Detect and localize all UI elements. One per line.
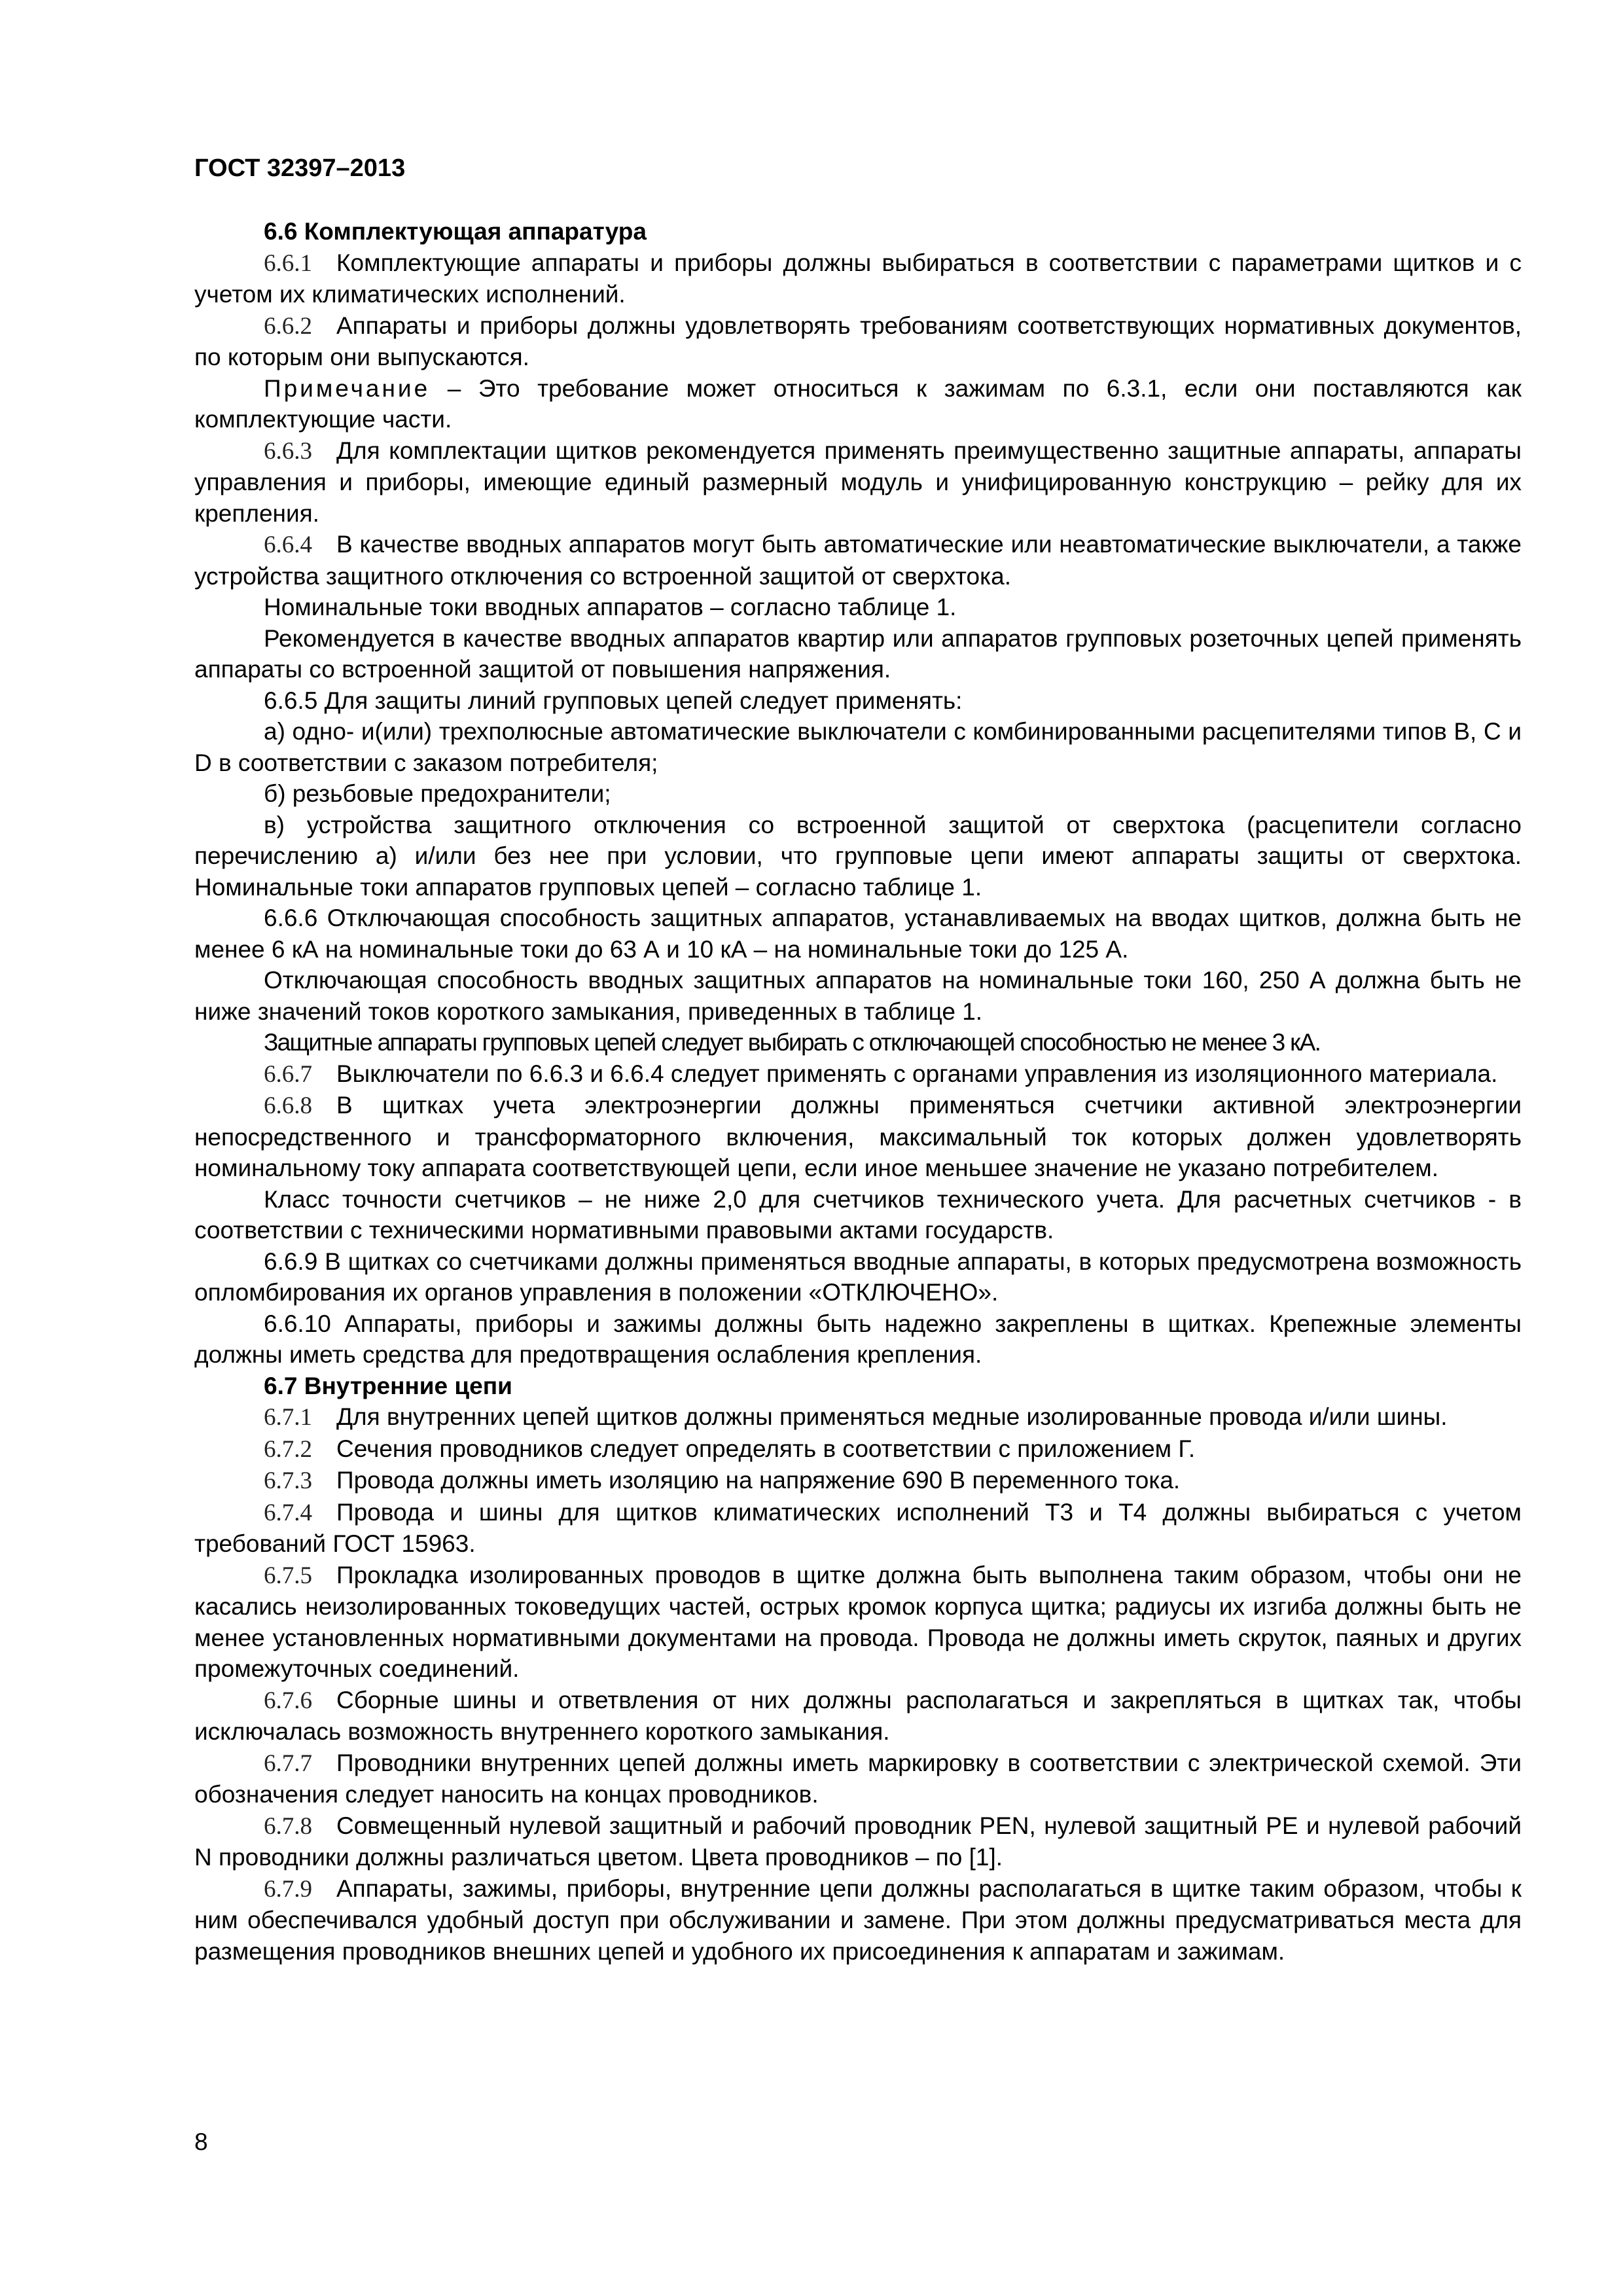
clause-number: 6.7.5 [264,1562,336,1589]
clause-number: 6.6.7 [264,1060,336,1088]
clause-number: 6.6.1 [264,249,336,277]
clause-number: 6.7.1 [264,1404,336,1431]
clause-text: Проводники внутренних цепей должны иметь маркировку в соответствии с электрической схемой. Эти обозначения следует наносить на концах проводников. [194,1749,1522,1808]
section-heading [194,216,1522,247]
clause-text: В щитках со счетчиками должны применяться вводные аппараты, в которых предусмотрена возможность опломбирования их органов управления в положении «ОТКЛЮЧЕНО». [194,1247,1522,1306]
clause-text: Прокладка изолированных проводов в щитке должна быть выполнена таким образом, чтобы они не касались неизолированных токоведущих частей, острых кромок корпуса щитка; радиусы их изгиба должны быть не менее установленных нормативными документами на провода. Провода не должны иметь скруток, паяных и других промежуточных соединений. [194,1561,1522,1682]
clause-text: В качестве вводных аппаратов могут быть автоматические или неавтоматические выключатели, а также устройства защитного отключения со встроенной защитой от сверхтока. [194,531,1522,590]
clause-paragraph [194,310,1522,373]
clause-paragraph [194,1810,1522,1873]
clause-text: Провода должны иметь изоляцию на напряжение 690 В переменного тока. [336,1467,1181,1494]
clause-number: 6.6.5 [264,687,325,714]
clause-number: 6.6.4 [264,531,336,558]
text-paragraph: а) одно- и(или) трехполюсные автоматические выключатели с комбинированными расцепителями типов B, C и D в соответствии с заказом потребителя; [194,718,1522,776]
clause-text: Совмещенный нулевой защитный и рабочий проводник PEN, нулевой защитный PE и нулевой рабочий N проводники должны различаться цветом. Цвета проводников – по [1]. [194,1812,1522,1871]
clause-text: Отключающая способность защитных аппаратов, устанавливаемых на вводах щитков, должна быть не менее 6 кА на номинальные токи до 63 А и 10 кА – на номинальные токи до 125 А. [194,905,1522,963]
clause-number: 6.7.3 [264,1467,336,1494]
clause-number: 6.6.3 [264,437,336,465]
text-paragraph: в) устройства защитного отключения со встроенной защитой от сверхтока (расцепители согласно перечислению а) и/или без нее при условии, что групповые цепи имеют аппараты защиты от сверхтока. Номинальные токи аппаратов групповых цепей – согласно таблице 1. [194,811,1522,901]
text-paragraph: б) резьбовые предохранители; [264,780,611,807]
clause-text: Сборные шины и ответвления от них должны располагаться и закрепляться в щитках так, чтобы исключалась возможность внутреннего короткого замыкания. [194,1686,1522,1745]
clause-number: 6.7.7 [264,1749,336,1777]
clause-text: Аппараты и приборы должны удовлетворять требованиям соответствующих нормативных документов, по которым они выпускаются. [194,312,1522,370]
clause-paragraph [194,1433,1522,1465]
text-paragraph: Защитные аппараты групповых цепей следует выбирать с отключающей способностью не менее 3 кА. [264,1029,1321,1056]
document-body [194,216,1522,1967]
note-text: – Это требование может относиться к зажимам по 6.3.1, если они поставляются как комплектующие части. [194,374,1522,433]
clause-paragraph [194,247,1522,310]
clause-text: В щитках учета электроэнергии должны применяться счетчики активной электроэнергии непосредственного и трансформаторного включения, максимальный ток которых должен удовлетворять номинальному току аппарата соответствующей цепи, если иное меньшее значение не указано потребителем. [194,1092,1522,1181]
section-number: 6.6 [264,218,304,245]
clause-paragraph [194,1246,1522,1308]
clause-text: Сечения проводников следует определять в соответствии с приложением Г. [336,1435,1196,1462]
clause-number: 6.7.2 [264,1435,336,1463]
clause-paragraph [194,1058,1522,1090]
clause-text: Аппараты, зажимы, приборы, внутренние цепи должны располагаться в щитке таким образом, чтобы к ним обеспечивался удобный доступ при обслуживании и замене. При этом должны предусматриваться места для размещения проводников внешних цепей и удобного их присоединения к аппаратам и зажимам. [194,1874,1522,1965]
clause-paragraph [194,1401,1522,1433]
clause-text: Для защиты линий групповых цепей следует применять: [324,687,963,714]
clause-text: Для комплектации щитков рекомендуется применять преимущественно защитные аппараты, аппараты управления и приборы, имеющие единый размерный модуль и унифицированную конструкцию – рейку для их крепления. [194,437,1522,527]
text-paragraph: Рекомендуется в качестве вводных аппаратов квартир или аппаратов групповых розеточных цепей применять аппараты со встроенной защитой от повышения напряжения. [194,624,1522,683]
text-paragraph: Номинальные токи вводных аппаратов – согласно таблице 1. [264,594,957,620]
clause-text: Провода и шины для щитков климатических исполнений Т3 и Т4 должны выбираться с учетом требований ГОСТ 15963. [194,1498,1522,1557]
section-title: Комплектующая аппаратура [304,218,647,245]
section-heading [194,1371,1522,1402]
text-paragraph: Отключающая способность вводных защитных аппаратов на номинальные токи 160, 250 А должна быть не ниже значений токов короткого замыкания, приведенных в таблице 1. [194,967,1522,1025]
note-paragraph [194,373,1522,435]
clause-paragraph [194,1873,1522,1967]
clause-number: 6.6.2 [264,312,336,340]
clause-paragraph [194,435,1522,529]
clause-text: Аппараты, приборы и зажимы должны быть надежно закреплены в щитках. Крепежные элементы должны иметь средства для предотвращения ослабления крепления. [194,1310,1522,1368]
clause-paragraph [194,1308,1522,1371]
note-label: Примечание [264,374,431,402]
page-number: 8 [194,2128,208,2155]
clause-number: 6.7.4 [264,1499,336,1526]
clause-paragraph [194,1497,1522,1560]
clause-paragraph [194,903,1522,965]
clause-number: 6.6.6 [264,905,327,931]
clause-number: 6.6.10 [264,1310,345,1337]
text-paragraph: Класс точности счетчиков – не ниже 2,0 для счетчиков технического учета. Для расчетных счетчиков - в соответствии с техническими нормативными правовыми актами государств. [194,1185,1522,1244]
clause-number: 6.7.8 [264,1812,336,1840]
clause-text: Для внутренних цепей щитков должны применяться медные изолированные провода и/или шины. [336,1403,1448,1430]
section-title: Внутренние цепи [304,1372,512,1399]
section-number: 6.7 [264,1372,304,1399]
clause-text: Комплектующие аппараты и приборы должны выбираться в соответствии с параметрами щитков и с учетом их климатических исполнений. [194,249,1522,308]
clause-text: Выключатели по 6.6.3 и 6.6.4 следует применять с органами управления из изоляционного материала. [336,1060,1498,1087]
clause-paragraph [194,529,1522,592]
clause-paragraph [194,1465,1522,1497]
clause-paragraph [194,685,1522,717]
clause-paragraph [194,1748,1522,1810]
clause-number: 6.7.6 [264,1687,336,1714]
clause-paragraph [194,1685,1522,1748]
clause-number: 6.6.9 [264,1247,325,1275]
clause-number: 6.7.9 [264,1875,336,1903]
clause-paragraph [194,1090,1522,1184]
document-header: ГОСТ 32397–2013 [194,154,406,182]
clause-paragraph [194,1560,1522,1685]
clause-number: 6.6.8 [264,1092,336,1119]
